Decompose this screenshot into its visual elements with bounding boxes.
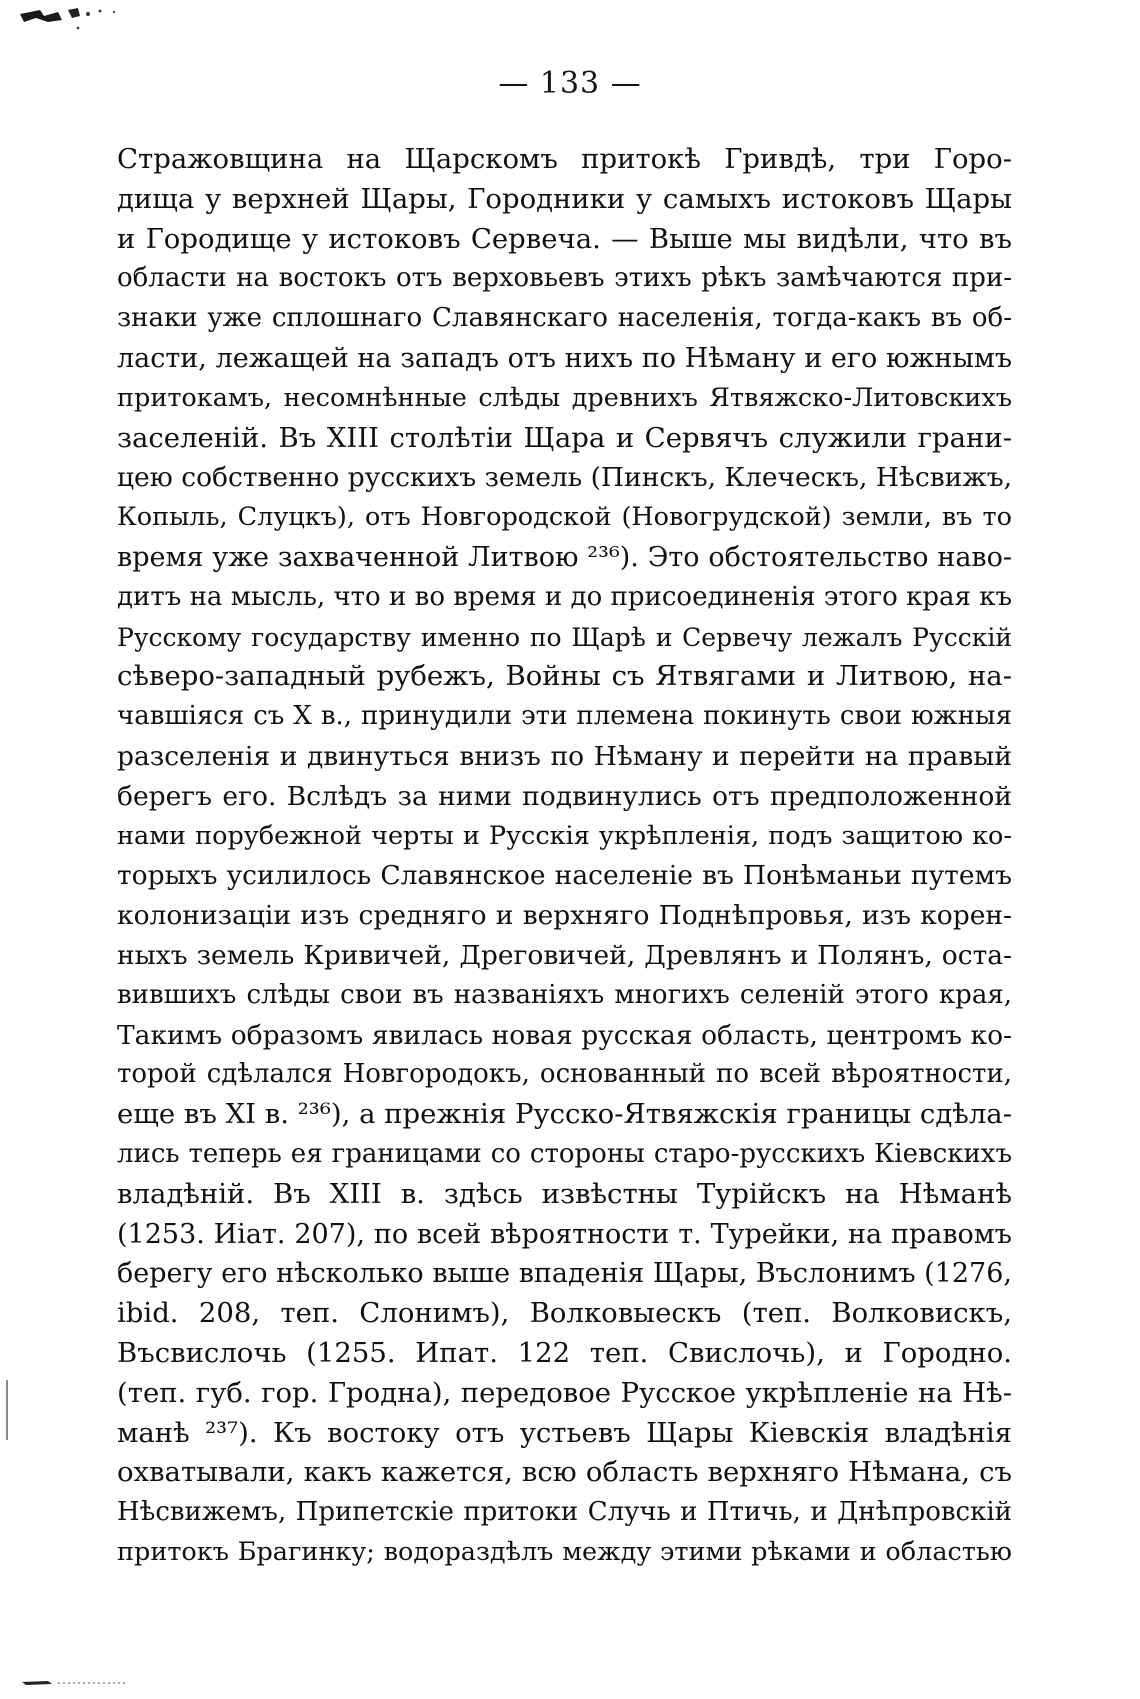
text-line: Въсвислочь (1255. Ипат. 122 теп. Свислочь), и Городно. xyxy=(117,1336,1012,1369)
text-line: ныхъ земель Кривичей, Дреговичей, Древлянъ и Полянъ, оста- xyxy=(117,939,1012,971)
text-line: заселеній. Въ XIII столѣтіи Щара и Сервячъ служили грани- xyxy=(117,421,1012,454)
text-line: притокамъ, несомнѣнные слѣды древнихъ Ятвяжско-Литовскихъ xyxy=(117,382,1012,413)
text-line: берегъ его. Вслѣдъ за ними подвинулись отъ предположенной xyxy=(117,780,1012,812)
text-line: чавшіяся съ X в., принудили эти племена покинуть свои южныя xyxy=(117,701,1012,732)
text-line: области на востокъ отъ верховьевъ этихъ рѣкъ замѣчаются при- xyxy=(117,263,1012,294)
text-line: цею собственно русскихъ земель (Пинскъ, Клеческъ, Нѣсвижъ, xyxy=(117,462,1012,494)
scan-speckle-bottom xyxy=(18,1676,133,1688)
text-line: нами порубежной черты и Русскія укрѣпленія, подъ защитою ко- xyxy=(117,820,1012,851)
text-line: торой сдѣлался Новгородокъ, основанный по всей вѣроятности, xyxy=(117,1059,1012,1090)
text-line: (теп. губ. гор. Гродна), передовое Русское укрѣпленіе на Нѣ- xyxy=(117,1376,1012,1409)
text-line: Нѣсвижемъ, Припетскіе притоки Случь и Птичь, и Днѣпровскій xyxy=(117,1497,1012,1528)
text-line: знаки уже сплошнаго Славянскаго населенія, тогда-какъ въ об- xyxy=(117,303,1012,334)
text-line: вившихъ слѣды свои въ названіяхъ многихъ селеній этого края, xyxy=(117,979,1012,1010)
body-text xyxy=(117,140,1012,1573)
text-line: время уже захваченной Литвою ²³⁶). Это обстоятельство наво- xyxy=(117,541,1012,573)
text-line: берегу его нѣсколько выше впаденія Щары, Въслонимъ (1276, xyxy=(117,1258,1012,1290)
text-line: дитъ на мысль, что и во время и до присоединенія этого края къ xyxy=(117,581,1012,612)
text-line: ibid. 208, теп. Слонимъ), Волковыескъ (теп. Волковискъ, xyxy=(117,1297,1012,1330)
text-line: Копыль, Слуцкъ), отъ Новгородской (Новогрудской) земли, въ то xyxy=(117,502,1012,533)
text-line: разселенія и двинуться внизъ по Нѣману и перейти на правый xyxy=(117,740,1012,772)
text-line: лись теперь ея границами со стороны старо-русскихъ Кіевскихъ xyxy=(117,1138,1012,1169)
text-line: Такимъ образомъ явилась новая русская область, центромъ ко- xyxy=(117,1019,1012,1051)
text-line: Стражовщина на Щарскомъ притокѣ Гривдѣ, три Горо- xyxy=(117,143,1012,175)
page-number: — 133 — xyxy=(498,66,642,101)
text-line: еще въ XI в. ²³⁶), а прежнія Русско-Ятвяжскія границы сдѣла- xyxy=(117,1098,1012,1131)
text-line: торыхъ усилилось Славянское населеніе въ Понѣманьи путемъ xyxy=(117,860,1012,892)
text-line: дища у верхней Щары, Городники у самыхъ истоковъ Щары xyxy=(117,182,1012,215)
text-line: притокъ Брагинку; водораздѣлъ между этими рѣками и областью xyxy=(117,1536,1012,1567)
text-line: манѣ ²³⁷). Къ востоку отъ устьевъ Щары Кіевскія владѣнія xyxy=(117,1416,1012,1449)
text-line: охватывали, какъ кажется, всю область верхняго Нѣмана, съ xyxy=(117,1456,1012,1489)
text-line: колонизаціи изъ средняго и верхняго Поднѣпровья, изъ корен- xyxy=(117,900,1012,932)
text-line: Русскому государству именно по Щарѣ и Сервечу лежалъ Русскій xyxy=(117,622,1012,652)
scan-speckle-top xyxy=(18,6,138,32)
text-line: сѣверо-западный рубежъ, Войны съ Ятвягами и Литвою, на- xyxy=(117,660,1012,693)
text-line: ласти, лежащей на западъ отъ нихъ по Нѣману и его южнымъ xyxy=(117,342,1012,374)
text-line: (1253. Иіат. 207), по всей вѣроятности т. Турейки, на правомъ xyxy=(117,1218,1012,1250)
text-line: владѣній. Въ XIII в. здѣсь извѣстны Турійскъ на Нѣманѣ xyxy=(117,1177,1012,1210)
text-line: и Городище у истоковъ Сервеча. — Выше мы видѣли, что въ xyxy=(117,222,1012,255)
scan-edge-mark xyxy=(6,1380,8,1440)
